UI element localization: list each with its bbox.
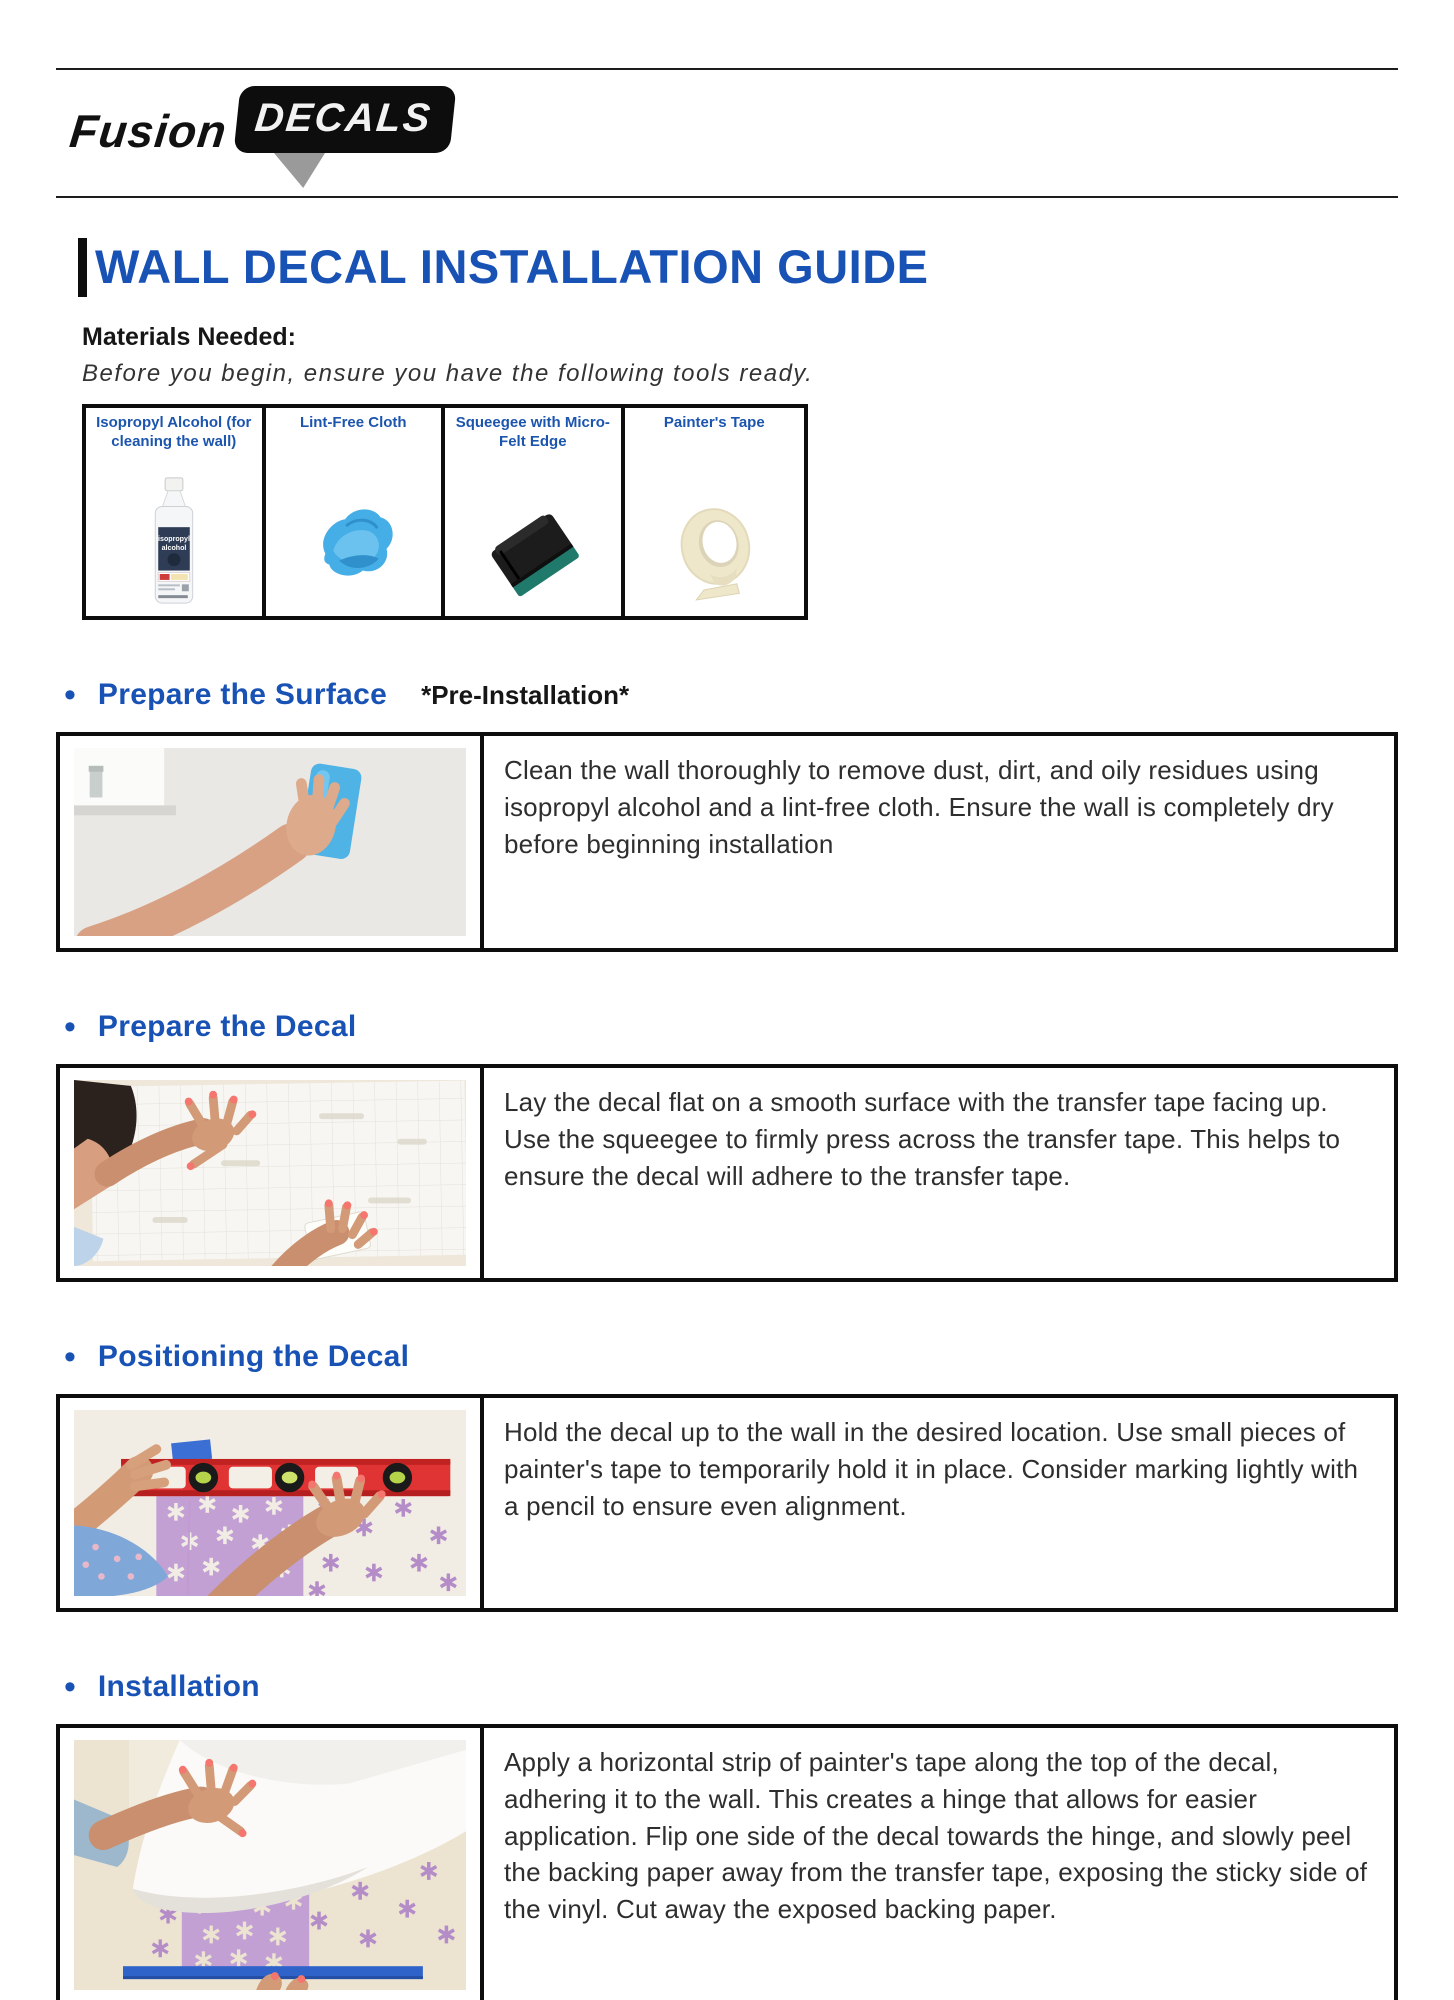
blue-cloth-icon [278, 470, 428, 608]
step-text-cell [484, 1068, 1394, 1278]
section-title: Installation [97, 1669, 260, 1703]
step-box-positioning-decal [56, 1394, 1398, 1612]
step-photo-cell [60, 1068, 484, 1278]
squeegee-pressing-photo [74, 1080, 466, 1266]
materials-subtitle: Before you begin, ensure you have the following tools ready. [82, 359, 814, 387]
title-row [56, 238, 1398, 297]
material-label: Isopropyl Alcohol (for cleaning the wall) [96, 413, 252, 450]
wall-cleaning-photo [74, 748, 466, 936]
step-photo-cell [60, 736, 484, 948]
step-text-cell [484, 1728, 1394, 2000]
header-bottom-rule [56, 196, 1398, 198]
step-instructions: Hold the decal up to the wall in the desired location. Use small pieces of painter's tape to temporarily hold it in place. Consider marking lightly with a pencil to ensure even alignment. [504, 1416, 1359, 1521]
step-photo-cell [60, 1728, 484, 2000]
step-box-prepare-decal [56, 1064, 1398, 1282]
step-text-cell [484, 736, 1394, 948]
material-cell-lint-free-cloth [266, 408, 446, 616]
material-cell-painters-tape [625, 408, 804, 616]
section-heading-prepare-surface [56, 676, 1398, 712]
bullet-icon: • [64, 1007, 76, 1046]
step-instructions: Lay the decal flat on a smooth surface with the transfer tape facing up. Use the squeegee to firmly press across the transfer tape. This helps to ensure the decal will adhere to the transfer tape. [504, 1086, 1341, 1191]
squeegee-icon [458, 470, 608, 608]
logo-fusion-text: Fusion [67, 105, 230, 157]
section-title: Positioning the Decal [97, 1339, 410, 1373]
section-heading-installation [56, 1668, 1398, 1704]
section-title: Prepare the Surface [97, 677, 388, 711]
svg-text:alcohol: alcohol [161, 543, 187, 552]
step-box-prepare-surface [56, 732, 1398, 952]
alcohol-bottle-icon [99, 470, 249, 608]
materials-table [82, 404, 808, 620]
step-text-cell [484, 1398, 1394, 1608]
logo-decals-text: DECALS [233, 86, 456, 153]
material-label: Painter's Tape [663, 413, 765, 431]
peel-backing-photo [74, 1740, 466, 1990]
bullet-icon: • [64, 1667, 76, 1706]
tape-roll-icon [639, 470, 789, 608]
material-label: Lint-Free Cloth [299, 413, 407, 431]
step-photo-cell [60, 1398, 484, 1608]
fusion-decals-logo [56, 86, 1398, 190]
logo-badge [237, 86, 453, 153]
title-accent-bar [78, 238, 87, 297]
bullet-icon: • [64, 1337, 76, 1376]
materials-heading: Materials Needed: [82, 322, 296, 351]
section-heading-prepare-decal [56, 1008, 1398, 1044]
pre-installation-note: *Pre-Installation* [421, 679, 630, 710]
materials-section [56, 323, 1398, 620]
material-label: Squeegee with Micro-Felt Edge [455, 413, 610, 450]
material-cell-isopropyl-alcohol [86, 408, 266, 616]
svg-text:isopropyl: isopropyl [157, 534, 190, 543]
page-title: WALL DECAL INSTALLATION GUIDE [95, 240, 929, 293]
section-heading-positioning-decal [56, 1338, 1398, 1374]
section-title: Prepare the Decal [97, 1009, 357, 1043]
level-alignment-photo [74, 1410, 466, 1596]
bullet-icon: • [64, 675, 76, 714]
material-cell-squeegee [445, 408, 625, 616]
header-top-rule [56, 68, 1398, 70]
step-instructions: Clean the wall thoroughly to remove dust, dirt, and oily residues using isopropyl alcohol and a lint-free cloth. Ensure the wall is completely dry before beginning installation [504, 754, 1334, 859]
step-instructions: Apply a horizontal strip of painter's tape along the top of the decal, adhering it to the wall. This creates a hinge that allows for easier application. Flip one side of the decal towards the hinge, and slowly peel the backing paper away from the transfer tape, exposing the sticky side of the vinyl. Cut away the exposed backing paper. [504, 1746, 1368, 1925]
step-box-installation [56, 1724, 1398, 2000]
